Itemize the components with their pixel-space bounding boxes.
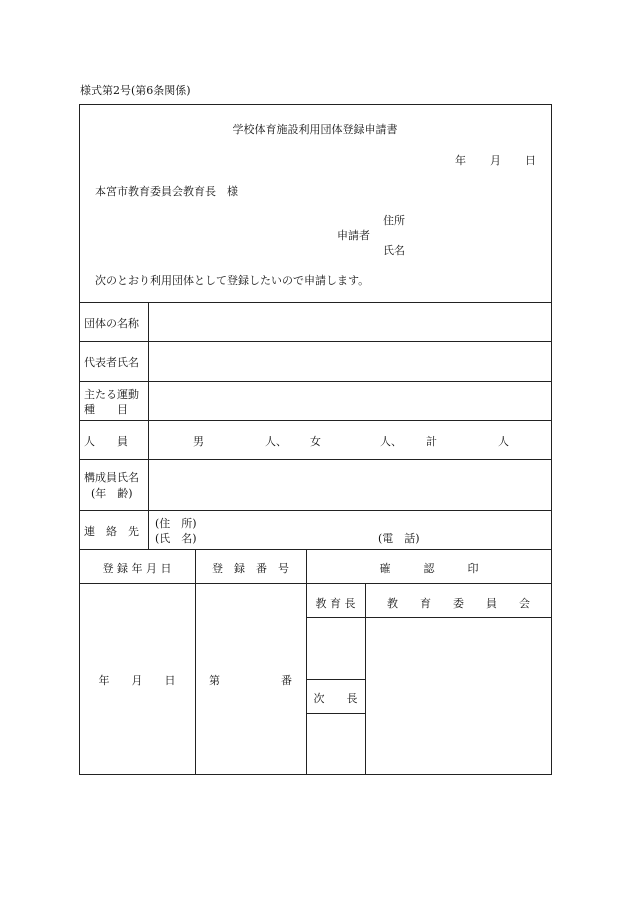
form-title: 学校体育施設利用団体登録申請書 (232, 123, 398, 136)
confirmation-seal-header: 確 認 印 (379, 562, 479, 575)
form-number-label: 様式第2号(第6条関係) (80, 84, 191, 97)
registration-number-header: 登 録 番 号 (212, 562, 289, 575)
registration-number-suffix: 番 (281, 674, 292, 687)
group-name-label: 団体の名称 (84, 317, 139, 330)
superintendent-header: 教 育 長 (315, 597, 356, 610)
date-month: 月 (490, 154, 501, 167)
date-year: 年 (455, 154, 466, 167)
female-label: 女 (310, 435, 321, 448)
members-label: 人 員 (84, 435, 128, 448)
contact-address-label: (住 所) (155, 517, 197, 530)
male-label: 男 (193, 435, 204, 448)
female-count-unit: 人、 (380, 435, 402, 448)
total-label: 計 (426, 435, 437, 448)
applicant-address-label: 住所 (383, 214, 405, 227)
member-names-label-line1: 構成員氏名 (84, 471, 139, 484)
representative-label: 代表者氏名 (84, 356, 139, 369)
sport-label-line2: 種 目 (84, 403, 128, 416)
member-names-label-line2: (年 齢) (91, 487, 133, 500)
registration-number-prefix: 第 (209, 674, 220, 687)
registration-date-value: 年 月 日 (98, 674, 176, 687)
male-count-unit: 人、 (265, 435, 287, 448)
sport-label-line1: 主たる運動 (84, 388, 139, 401)
application-statement: 次のとおり利用団体として登録したいので申請します。 (95, 274, 370, 287)
date-day: 日 (525, 154, 536, 167)
board-of-education-header: 教 育 委 員 会 (387, 597, 530, 610)
applicant-label: 申請者 (337, 229, 370, 242)
registration-date-header: 登 録 年 月 日 (102, 562, 172, 575)
applicant-name-label: 氏名 (383, 244, 405, 257)
addressee: 本宮市教育委員会教育長 様 (95, 185, 238, 198)
contact-name-label: (氏 名) (155, 532, 197, 545)
deputy-header: 次 長 (313, 692, 358, 705)
total-count-unit: 人 (498, 435, 509, 448)
contact-phone-label: (電 話) (378, 532, 420, 545)
contact-label: 連 絡 先 (84, 525, 139, 538)
